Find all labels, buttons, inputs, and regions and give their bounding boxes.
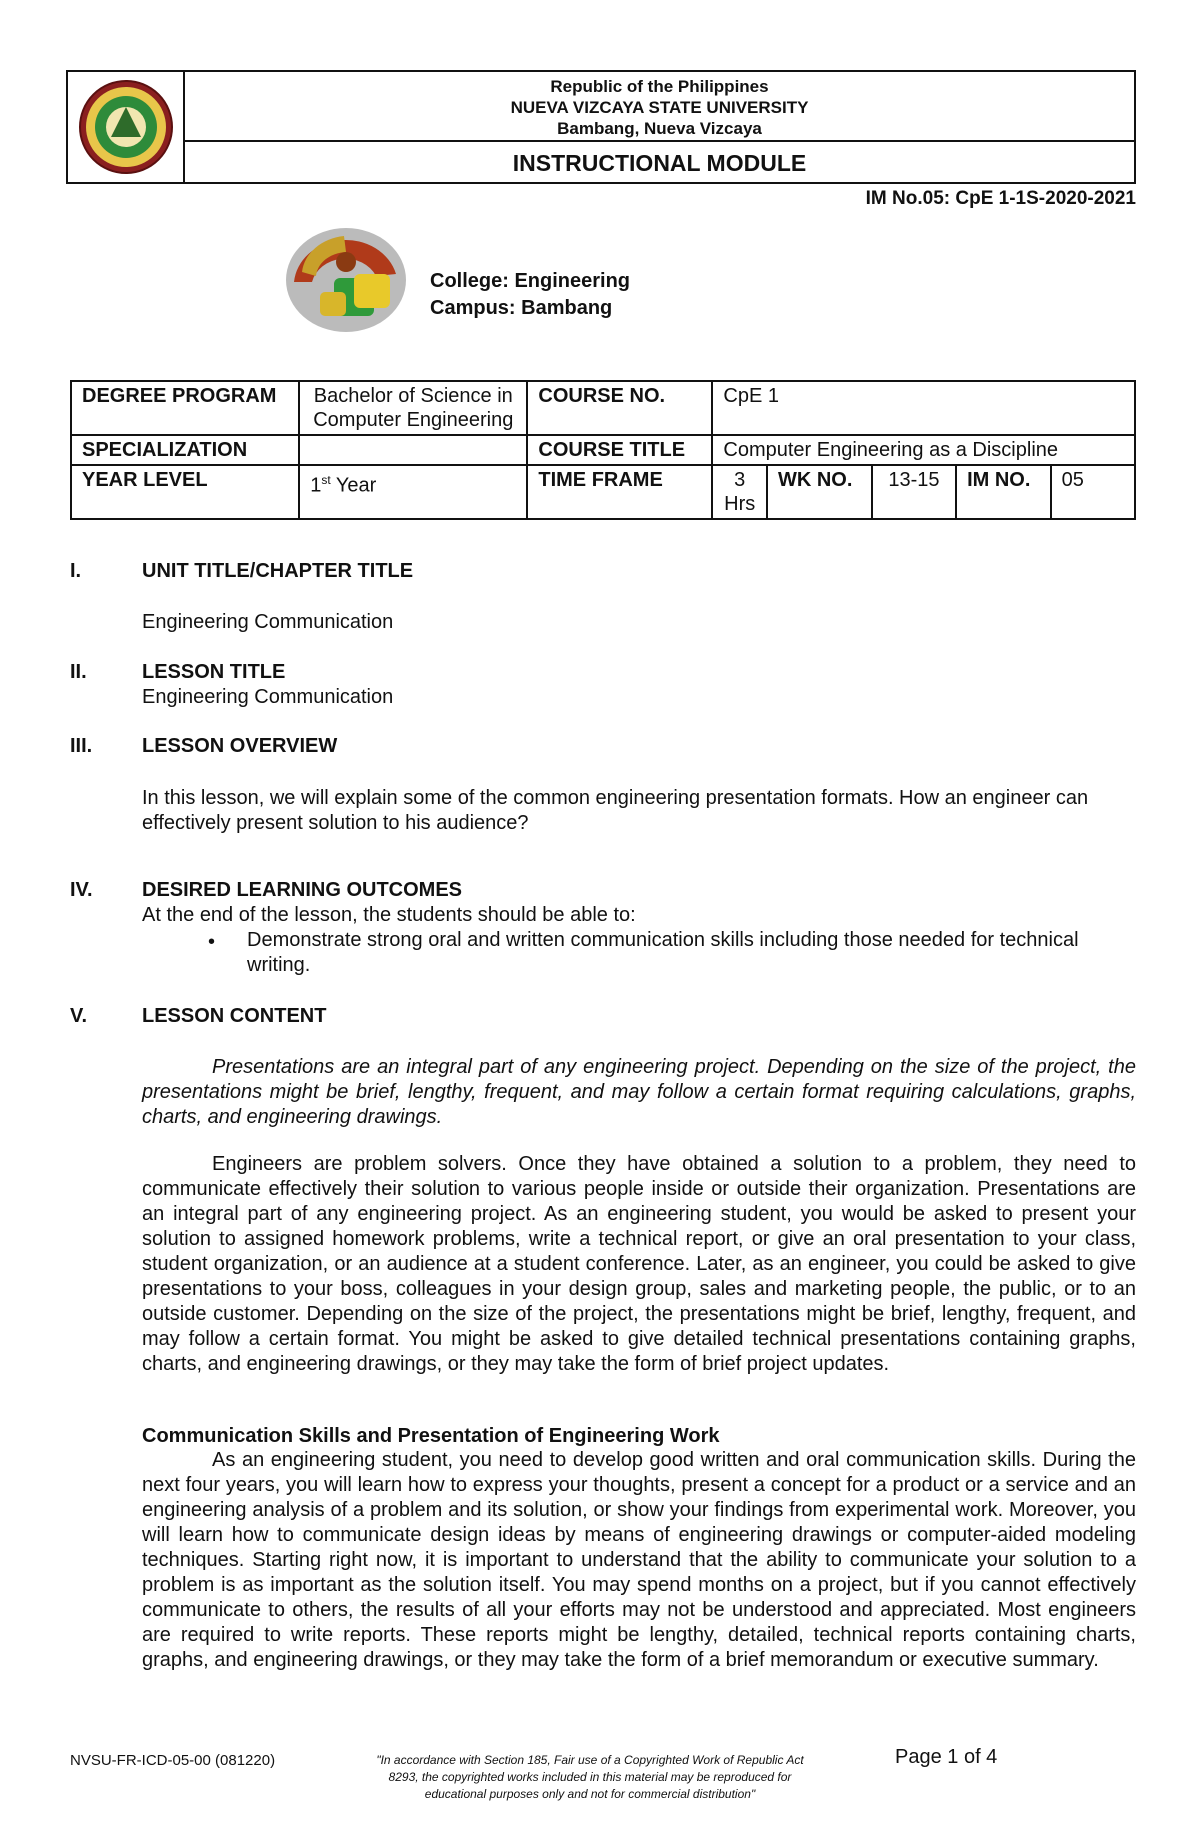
copyright-notice (340, 1752, 840, 1803)
lesson-paragraph-2: As an engineering student, you need to develop good written and oral communication skills. During the next four years, you will learn how to express your thoughts, present a concept for a product or a service and an engineering analysis of a problem and its solution, or show your findings from experimental work. Moreover, you will learn how to communicate design ideas by means of engineering drawings or computer-aided modeling techniques. Starting right now, it is important to understand that the ability to communicate your solution to a problem is as important as the solution itself. You may spend months on a project, but if you cannot effectively communicate to others, the results of all your efforts may not be understood and appreciated. Most engineers are required to write reports. These reports might be lengthy, detailed, technical reports containing charts, graphs, and engineering drawings, or they may take the form of a brief memorandum or executive summary. (142, 1449, 1136, 1671)
college-line: College: Engineering (430, 270, 631, 292)
course-title-value: Computer Engineering as a Discipline (712, 435, 1135, 465)
degree-value: Bachelor of Science in Computer Engineering (299, 381, 527, 435)
course-no-label: COURSE NO. (527, 381, 712, 435)
copyright-line-2: 8293, the copyrighted works included in this material may be reproduced for (388, 1770, 792, 1784)
module-title: INSTRUCTIONAL MODULE (512, 150, 807, 176)
university-seal-cell (68, 72, 185, 182)
university-name: NUEVA VIZCAYA STATE UNIVERSITY (510, 98, 809, 117)
form-code: NVSU-FR-ICD-05-00 (081220) (70, 1752, 276, 1769)
time-frame-label: TIME FRAME (527, 465, 712, 519)
section-3-title: LESSON OVERVIEW (142, 735, 338, 757)
im-no-value: 05 (1051, 465, 1135, 519)
specialization-value (299, 435, 527, 465)
lesson-paragraph-1: Engineers are problem solvers. Once they have obtained a solution to a problem, they need to communicate effectively their solution to various people inside or outside their organization. Presentations are an integral part of any engineering project. As an engineering student, you would be asked to present your solution to assigned homework problems, write a technical report, or give an oral presentation to your class, student organization, or an audience at a student conference. Later, as an engineer, you could be asked to give presentations to your boss, colleagues in your design group, sales and marketing people, the public, or to an outside customer. Depending on the size of the project, the presentations might be brief, lengthy, frequent, and may follow a certain format. You might be asked to give detailed technical presentations containing graphs, charts, and engineering drawings, or they may take the form of brief project updates. (142, 1153, 1136, 1375)
section-1-text: Engineering Communication (142, 611, 394, 633)
course-info-table (70, 380, 1136, 520)
page-number: Page 1 of 4 (895, 1746, 998, 1768)
time-frame-value: 3 Hrs (712, 465, 767, 519)
college-logo-icon (284, 222, 414, 334)
year-suffix: st (321, 473, 331, 487)
republic-line: Republic of the Philippines (550, 77, 769, 96)
section-1-number: I. (70, 560, 82, 582)
wk-no-value: 13-15 (872, 465, 956, 519)
copyright-line-1: "In accordance with Section 185, Fair use of a Copyrighted Work of Republic Act (376, 1753, 804, 1767)
section-2-number: II. (70, 661, 87, 683)
section-2-text: Engineering Communication (142, 686, 394, 708)
section-3-number: III. (70, 735, 93, 757)
lesson-intro-italic: Presentations are an integral part of any engineering project. Depending on the size of the project, the presentations might be brief, lengthy, frequent, and may follow a certain format requiring calculations, graphs, charts, and engineering drawings. (142, 1056, 1136, 1128)
university-location: Bambang, Nueva Vizcaya (557, 119, 762, 138)
section-3-text: In this lesson, we will explain some of the common engineering presentation formats. How an engineer can effectively present solution to his audience? (142, 787, 1089, 834)
copyright-line-3: educational purposes only and not for commercial distribution" (424, 1787, 756, 1801)
table-row (71, 381, 1135, 435)
year-level-label: YEAR LEVEL (71, 465, 299, 519)
section-4-title: DESIRED LEARNING OUTCOMES (142, 879, 463, 901)
course-title-label: COURSE TITLE (527, 435, 712, 465)
table-row (71, 465, 1135, 519)
im-no-label: IM NO. (956, 465, 1051, 519)
im-number: IM No.05: CpE 1-1S-2020-2021 (865, 188, 1136, 209)
campus-line: Campus: Bambang (430, 297, 613, 319)
specialization-label: SPECIALIZATION (71, 435, 299, 465)
section-2-title: LESSON TITLE (142, 661, 286, 683)
section-5-title: LESSON CONTENT (142, 1005, 327, 1027)
bullet-icon: • (208, 931, 216, 953)
year-level-value (299, 465, 527, 519)
learning-outcome-bullet: Demonstrate strong oral and written communication skills including those needed for technical writing. (247, 929, 1079, 976)
section-1-title: UNIT TITLE/CHAPTER TITLE (142, 560, 414, 582)
degree-label: DEGREE PROGRAM (71, 381, 299, 435)
course-no-value: CpE 1 (712, 381, 1135, 435)
institution-block (185, 72, 1134, 142)
table-row (71, 435, 1135, 465)
year-word: Year (330, 474, 377, 497)
section-5-number: V. (70, 1005, 88, 1027)
year-number: 1 (310, 474, 322, 497)
wk-no-label: WK NO. (767, 465, 872, 519)
section-4-intro: At the end of the lesson, the students should be able to: (142, 904, 636, 926)
lesson-subheading: Communication Skills and Presentation of Engineering Work (142, 1425, 720, 1447)
university-seal-icon (76, 77, 176, 177)
document-header (66, 70, 1136, 184)
college-info (430, 268, 630, 322)
section-4-number: IV. (70, 879, 93, 901)
